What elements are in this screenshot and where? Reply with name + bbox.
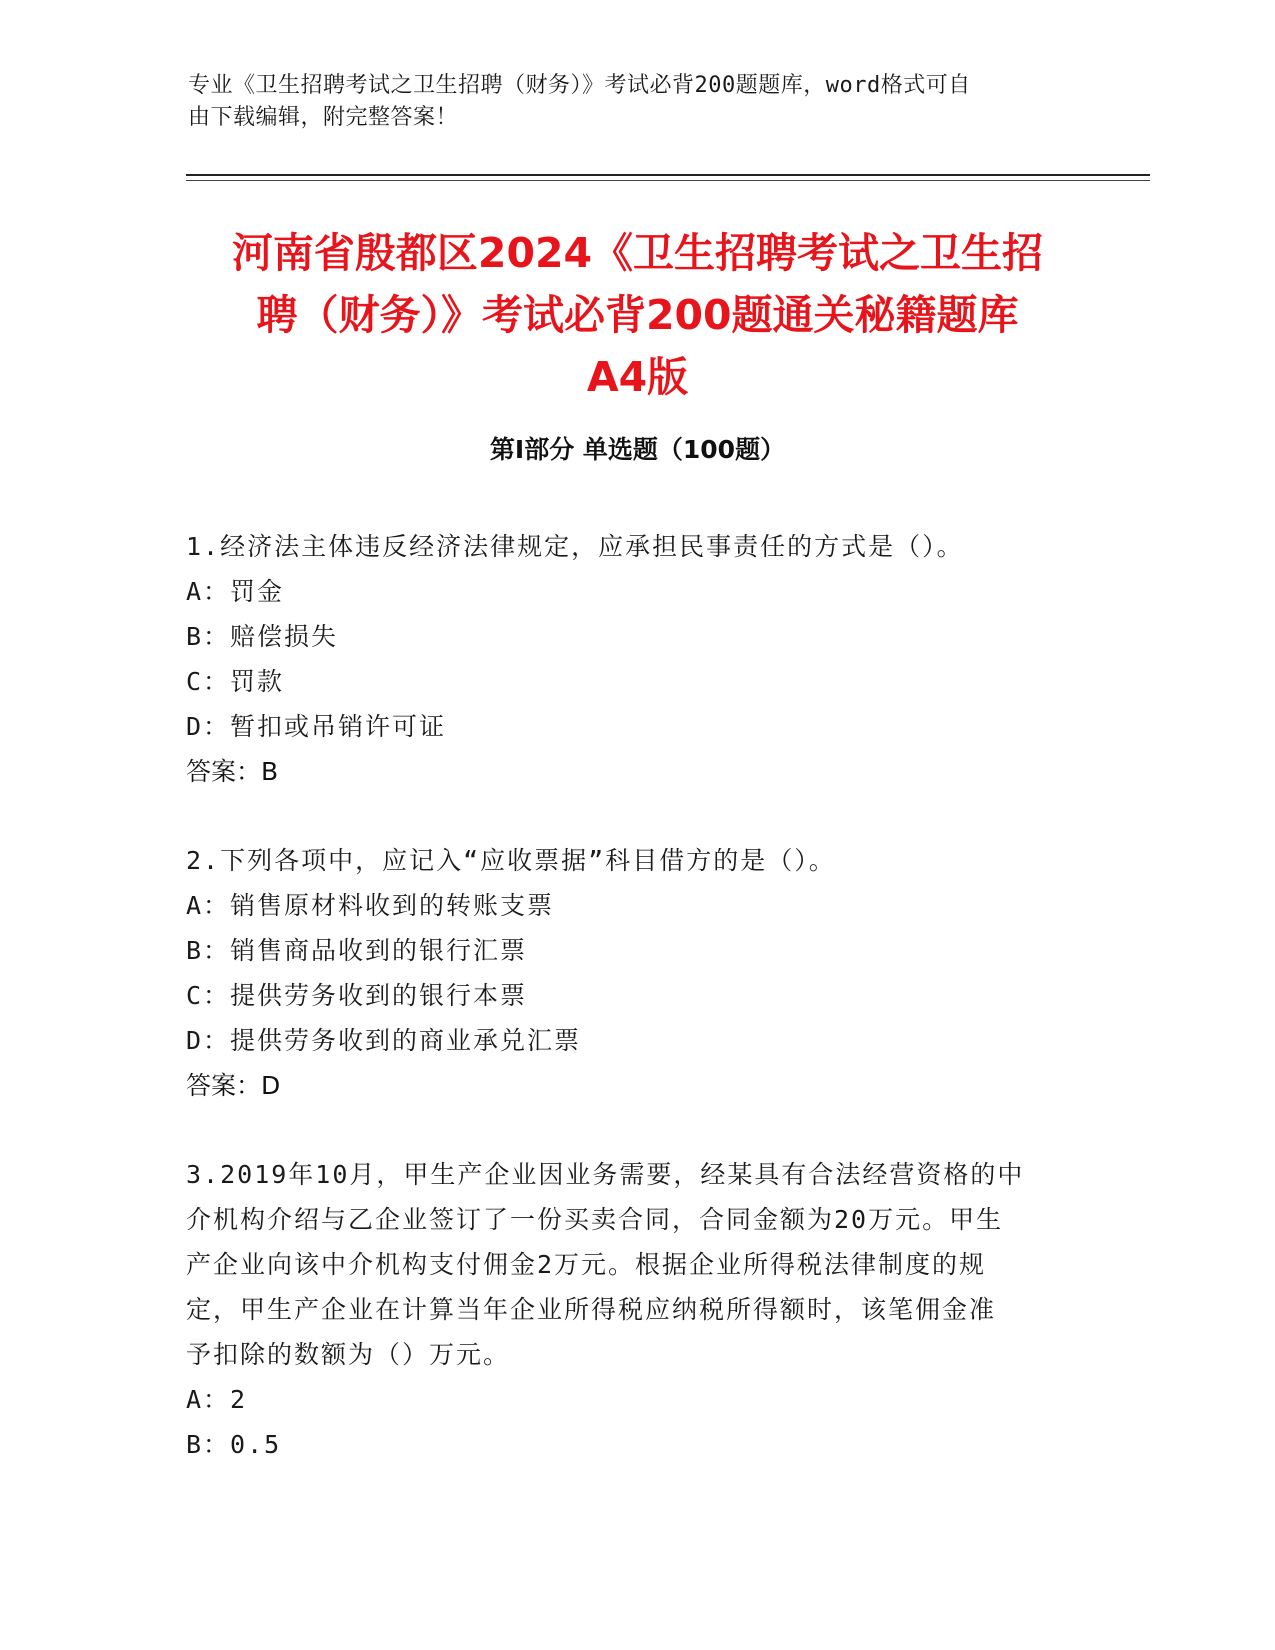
option-c: C：提供劳务收到的银行本票 bbox=[186, 981, 528, 1010]
question-list bbox=[186, 524, 1086, 1511]
question-stem: 1.经济法主体违反经济法律规定，应承担民事责任的方式是（）。 bbox=[186, 532, 964, 561]
question-1 bbox=[186, 524, 1086, 794]
option-a: A：罚金 bbox=[186, 577, 285, 606]
question-stem-line-3: 产企业向该中介机构支付佣金2万元。根据企业所得税法律制度的规 bbox=[186, 1250, 987, 1279]
question-3 bbox=[186, 1152, 1086, 1467]
question-2 bbox=[186, 838, 1086, 1108]
document-title-line-2: 聘（财务）》考试必背200题通关秘籍题库 bbox=[256, 291, 1019, 339]
option-b: B：销售商品收到的银行汇票 bbox=[186, 936, 528, 965]
header-note bbox=[188, 70, 1068, 134]
answer: 答案：B bbox=[186, 757, 279, 786]
question-stem-line-2: 介机构介绍与乙企业签订了一份买卖合同，合同金额为20万元。甲生 bbox=[186, 1205, 1004, 1234]
answer: 答案：D bbox=[186, 1071, 281, 1100]
option-a: A：销售原材料收到的转账支票 bbox=[186, 891, 555, 920]
option-d: D：暂扣或吊销许可证 bbox=[186, 712, 447, 741]
header-divider-thick bbox=[186, 174, 1150, 176]
option-b: B：赔偿损失 bbox=[186, 622, 339, 651]
option-d: D：提供劳务收到的商业承兑汇票 bbox=[186, 1026, 582, 1055]
option-a: A：2 bbox=[186, 1385, 248, 1414]
document-title-line-3: A4版 bbox=[586, 353, 689, 401]
question-stem-line-1: 3.2019年10月，甲生产企业因业务需要，经某具有合法经营资格的中 bbox=[186, 1160, 1025, 1189]
option-c: C：罚款 bbox=[186, 667, 285, 696]
document-title-line-1: 河南省殷都区2024《卫生招聘考试之卫生招 bbox=[231, 229, 1044, 277]
question-stem-line-5: 予扣除的数额为（）万元。 bbox=[186, 1340, 511, 1369]
option-b: B：0.5 bbox=[186, 1430, 282, 1459]
header-note-line-2: 由下载编辑，附完整答案！ bbox=[188, 105, 459, 130]
document-title bbox=[150, 222, 1125, 408]
header-divider-thin bbox=[186, 180, 1150, 181]
question-stem: 2.下列各项中，应记入“应收票据”科目借方的是（）。 bbox=[186, 846, 836, 875]
header-note-line-1: 专业《卫生招聘考试之卫生招聘（财务）》考试必背200题题库，word格式可自 bbox=[188, 73, 971, 98]
section-title: 第I部分 单选题（100题） bbox=[489, 435, 786, 464]
question-stem-line-4: 定，甲生产企业在计算当年企业所得税应纳税所得额时，该笔佣金准 bbox=[186, 1295, 997, 1324]
